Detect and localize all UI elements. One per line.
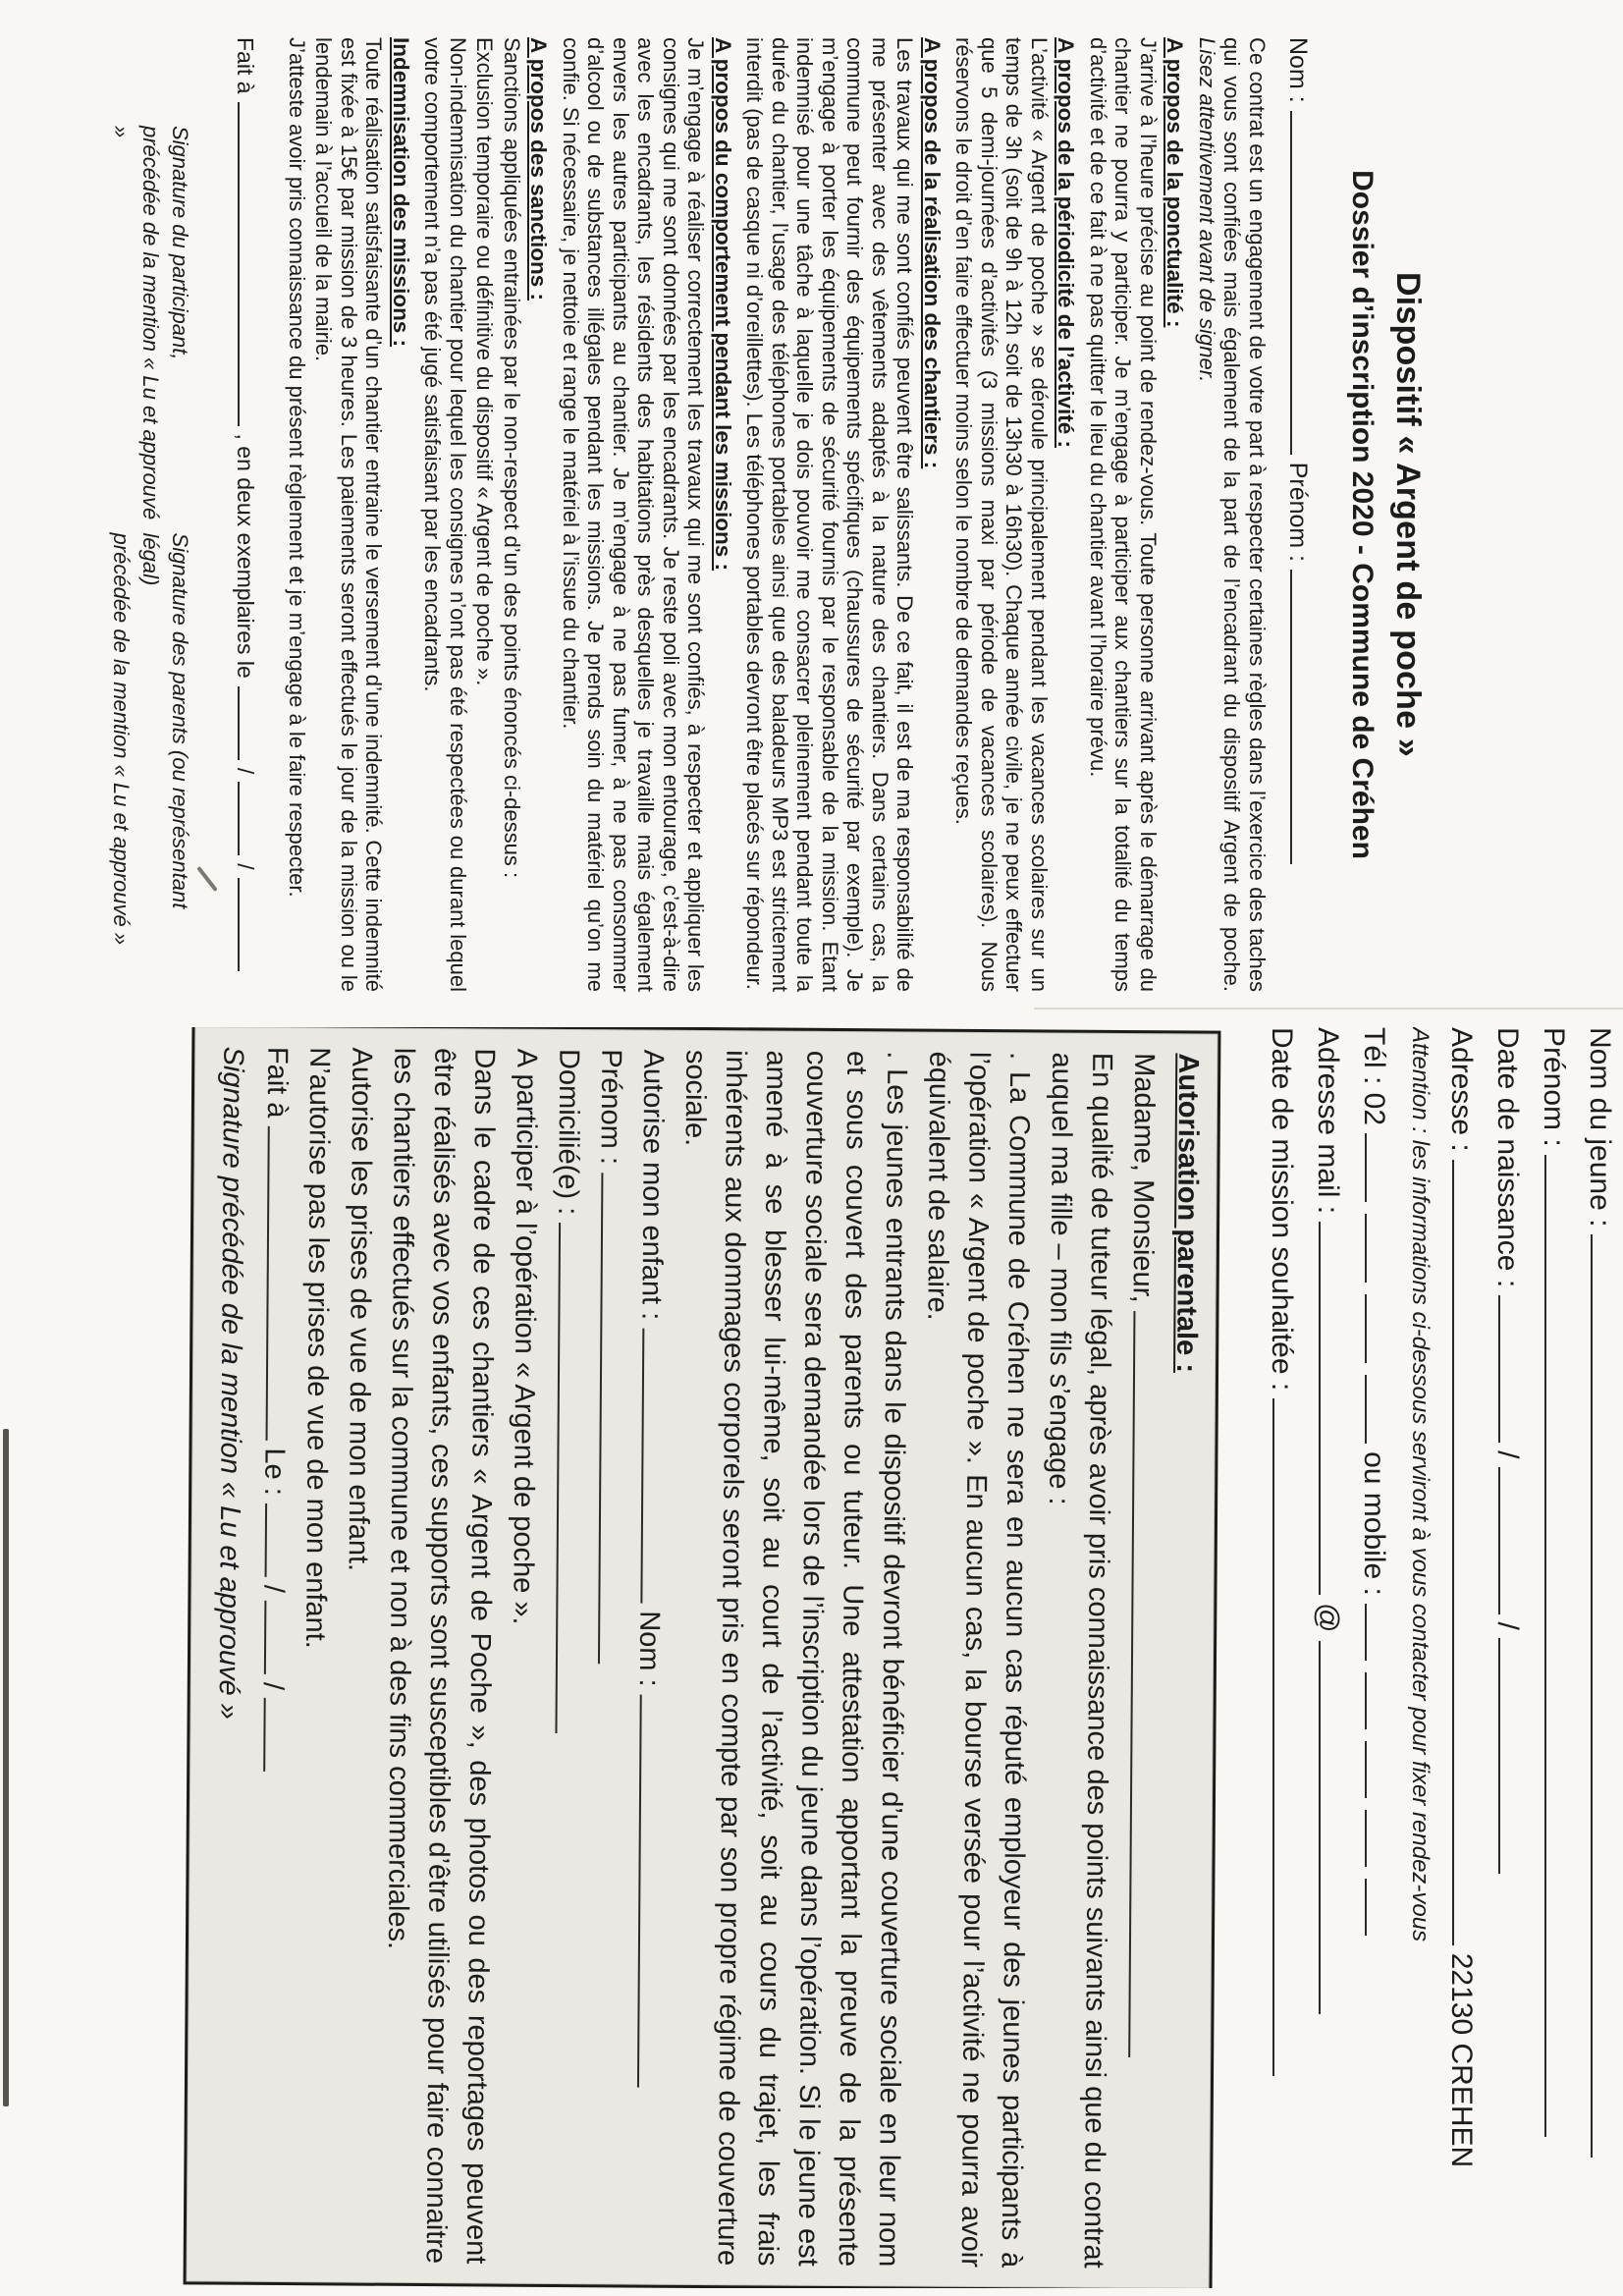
blank-line <box>598 1173 619 1664</box>
paragraph: J’atteste avoir pris connaissance du présent règlement et je m’engage à le faire respecter. <box>285 37 309 898</box>
page-title: Dispositif « Argent de poche » <box>1389 271 1427 758</box>
italic-note: Lisez attentivement avant de signer. <box>1195 37 1219 383</box>
field-label: 22130 CREHEN <box>1445 1952 1478 2168</box>
blank-line <box>1290 111 1306 455</box>
field-first-name <box>1534 1027 1573 2288</box>
field-child-name <box>1580 1027 1619 2288</box>
paragraph: Dans le cadre de ces chantiers « Argent de Poche », des photos ou des reportages peuvent être réalisés avec vos enfants, ces supports sont susceptibles d’être utilisés pour faire connaitre les chantiers effectués sur la commune et non à des fins commerciales. <box>381 1047 501 2265</box>
field-label: , en deux exemplaires le <box>233 433 259 679</box>
parents-signature-line2: précédée de la mention « Lu et approuvé » <box>109 532 135 946</box>
blank-line <box>1452 1160 1471 1945</box>
paragraph: N’autorise pas les prises de vue de mon enfant. <box>299 1047 336 1649</box>
field-phone <box>1354 1027 1393 2288</box>
paragraph: Autorise les prises de vue de mon enfant. <box>342 1047 378 1572</box>
blank-line <box>265 1503 283 1577</box>
scan-edge-artifact <box>3 1429 9 2106</box>
field-label: / <box>256 1681 289 1691</box>
blank-line <box>1290 570 1306 864</box>
blank-line <box>637 1695 658 2088</box>
page-fold-line <box>1034 1008 1623 1010</box>
blank-line <box>1319 1222 1337 1595</box>
blank-line <box>1365 1810 1383 1867</box>
section-heading: A propos de la périodicité de l’activité : <box>1054 37 1079 449</box>
field-label: Madame, Monsieur, <box>1126 1053 1161 1303</box>
field-label: Date de naissance : <box>1491 1027 1524 1288</box>
contract-page <box>0 37 1623 992</box>
section-heading: Indemnisation des missions : <box>389 37 413 348</box>
participant-signature-caption <box>107 126 195 533</box>
field-label: Adresse : <box>1445 1027 1478 1152</box>
blank-line <box>1498 1295 1517 1443</box>
parents-signature-caption <box>107 533 195 962</box>
page-subtitle: Dossier d’inscription 2020 - Commune de Créhen <box>1346 170 1379 859</box>
field-label: Fait à <box>233 37 259 94</box>
blank-line <box>1365 1672 1383 1729</box>
field-label: / <box>257 1584 290 1594</box>
blank-line <box>1365 1741 1383 1798</box>
field-label: Prénom : <box>1538 1027 1570 1147</box>
field-label: Domicilié(e) : <box>552 1048 585 1216</box>
signatures-row <box>107 37 195 992</box>
inline-field-row <box>248 1047 298 2263</box>
field-label: Nom du jeune : <box>1584 1027 1616 1228</box>
blank-line <box>1128 1311 1151 2057</box>
registration-fields <box>1262 1027 1619 2288</box>
blank-line <box>1498 1638 1517 1874</box>
paragraph: Toute réalisation satisfaisante d’un chantier entraine le versement d’une indemnité. Cette indemnité est fixée à 15€ par mission de 3 heures. Les paiements seront effectués le jour de la mission ou le lendemain à l’accueil de la mairie. <box>311 37 387 992</box>
parental-authorization-box <box>184 1027 1221 2288</box>
blank-line <box>640 1328 660 1603</box>
field-label: / <box>233 863 259 870</box>
blank-line <box>266 1125 286 1440</box>
field-label: Prénom : <box>1284 462 1312 563</box>
blank-line <box>1365 1133 1383 1202</box>
blank-line <box>1365 1879 1383 1936</box>
blank-line <box>555 1223 576 1733</box>
field-email <box>1308 1027 1347 2288</box>
parents-signature-line1: Signature des parents (ou représentant légal) <box>138 532 193 909</box>
registration-page <box>4 1027 1619 2288</box>
field-label: Fait à <box>260 1046 294 1119</box>
blank-line <box>1544 1155 1563 2137</box>
field-label: Le : <box>258 1448 291 1496</box>
field-label: / <box>233 767 259 775</box>
blank-line <box>264 1601 282 1674</box>
blank-line <box>1365 1604 1383 1661</box>
blank-line <box>1365 1375 1383 1444</box>
field-label: Nom : <box>632 1611 666 1687</box>
document-header <box>1345 37 1427 992</box>
blank-line <box>1319 1641 1337 2014</box>
paragraph: Ce contrat est un engagement de votre part à respecter certaines règles dans l’exercice des taches qui vous sont confiées mais également de la part de l’encadrant du dispositif Argent de poche. Lisez attentivement avant de signer. <box>1195 37 1270 992</box>
section-heading: A propos de la ponctualité : <box>1163 37 1188 328</box>
participant-signature-line1: Signature du participant, <box>168 126 193 360</box>
field-label: Date de mission souhaitée : <box>1266 1027 1298 1392</box>
field-label: / <box>1491 1450 1524 1459</box>
paragraph: Exclusion temporaire ou définitive du dispositif « Argent de poche ». <box>472 37 498 686</box>
paragraph: Non-indemnisation du chantier pour lequel les consignes n’ont pas été respectées ou durant lequel votre comportement n’a pas été jugé satisfaisant par les encadrants. <box>420 37 470 992</box>
inline-field-row <box>582 1049 631 2265</box>
field-label: Prénom : <box>594 1049 627 1166</box>
field-label: / <box>1491 1621 1524 1630</box>
name-firstname-row <box>1283 37 1312 992</box>
field-label: ou mobile : <box>1358 1451 1390 1596</box>
field-mission-date <box>1262 1027 1301 2288</box>
blank-line <box>239 686 253 760</box>
inline-field-row <box>624 1049 674 2265</box>
blank-line <box>239 878 253 971</box>
field-label: Tél : 02 <box>1358 1027 1390 1126</box>
section-heading: A propos des sanctions : <box>526 37 552 301</box>
paragraph: Sanctions appliquées entrainées par le non-respect d’un des points énoncés ci-dessus : <box>500 37 524 879</box>
contact-note: Attention : les informations ci-dessous serviront à vous contacter pour fixer rendez-vous <box>1407 1027 1434 1942</box>
field-label: Adresse mail : <box>1312 1027 1344 1215</box>
field-label: Autorise mon enfant : <box>635 1049 670 1321</box>
contract-sections <box>285 37 1271 992</box>
paragraph: Les travaux qui me sont confiés peuvent être salissants. De ce fait, il est de ma responsabilité de me présenter avec des vêtements adaptés à la nature des chantiers. Dans certains cas, la commune peut fournir des équipements spécifiques (chaussures de sécurité par exemple). Je m’engage à porter les équipements de sécurité fournis par le responsable de la mission. Etant indemnisé pour une tâche à laquelle je dois pouvoir me consacrer pleinement pendant toute la durée du chantier, l’usage des téléphones portables ainsi que des baladeurs MP3 est strictement interdit (pas de casque ni d’oreillettes). Les téléphones portables devront être placés sur répondeur. <box>742 37 918 992</box>
made-at-row <box>233 37 259 992</box>
inline-field-row <box>540 1049 589 2265</box>
blank-line <box>239 102 253 426</box>
paragraph: En qualité de tuteur légal, après avoir pris connaissance des points suivants ainsi que du contrat auquel ma fille – mon fils s’engage : <box>1043 1052 1118 2269</box>
participant-signature-line2: précédée de la mention « Lu et approuvé » <box>109 126 164 520</box>
field-birth-date <box>1488 1027 1527 2288</box>
stray-pen-mark <box>196 866 218 892</box>
paragraph: Je m’engage à réaliser correctement les travaux qui me sont confiés, à respecter et appliquer les consignes qui me sont données par les encadrants. Je reste poli avec mon entourage, c’est-à-dire avec les encadrants, les résidents des habitations près desquelles je travaille mais également envers les autres participants au chantier. Je m’engage à ne pas fumer, à ne pas consommer d’alcool ou de substances illégales pendant les missions. Je prends soin du matériel qu’on me confie. Si nécessaire, je nettoie et range le matériel à l’issue du chantier. <box>559 37 709 992</box>
blank-line <box>1498 1467 1517 1614</box>
paragraph: L’activité « Argent de poche » se déroule principalement pendant les vacances scolaires sur un temps de 3h (soit de 9h à 12h soit de 13h30 à 16h30). Chaque année civile, je ne peux effectuer que 5 demi-journées d’activités (3 missions maxi par période de vacances scolaires). Nous réservons le droit d’en faire effectuer moins selon le nombre de demandes reçues. <box>951 37 1052 992</box>
field-address <box>1441 1027 1481 2288</box>
section-heading: A propos du comportement pendant les missions : <box>711 37 735 571</box>
paragraph: . La Commune de Créhen ne sera en aucun cas réputé employeur des jeunes participants à l’opération « Argent de poche ». En aucun cas, la bourse versée pour l’activité ne pourra avoir équivalent de salaire. <box>921 1051 1036 2269</box>
paragraph: J’arrive à l’heure précise au point de rendez-vous. Toute personne arrivant après le démarrage du chantier ne pourra y participer. Je m’engage à participer aux chantiers sur la totalité du temps d’activité et de ce fait à ne pas quitter le lieu du chantier avant l’horaire prévu. <box>1086 37 1161 992</box>
blank-line <box>263 1698 281 1772</box>
section-heading: A propos de la réalisation des chantiers : <box>920 37 945 469</box>
paragraph: . Les jeunes entrants dans le dispositif devront bénéficier d’une couverture sociale en leur nom et sous couvert des parents ou tuteur. Une attestation apportant la preuve de la présente couverture sociale sera demandée lors de l’inscription du jeune dans l’opération. Si le jeune est amené à se blesser lui-même, soit au court de l’activité, soit au cours du trajet, les frais inhérents aux dommages corporels seront pris en compte par son propre régime de couverture sociale. <box>678 1049 913 2268</box>
field-label: Nom : <box>1284 37 1312 103</box>
inline-field-row <box>1115 1053 1164 2269</box>
paragraph: A participer à l’opération « Argent de poche ». <box>507 1048 543 1625</box>
section-heading: Autorisation parentale : <box>1170 1053 1205 1374</box>
blank-line <box>1591 1234 1609 2158</box>
blank-line <box>1365 1294 1383 1363</box>
field-label: @ <box>1312 1603 1344 1633</box>
blank-line <box>239 782 253 855</box>
blank-line <box>1365 1214 1383 1283</box>
blank-line <box>1272 1398 1291 2076</box>
signature-mention-line: Signature précédée de la mention « Lu et approuvé » <box>212 1046 249 1720</box>
